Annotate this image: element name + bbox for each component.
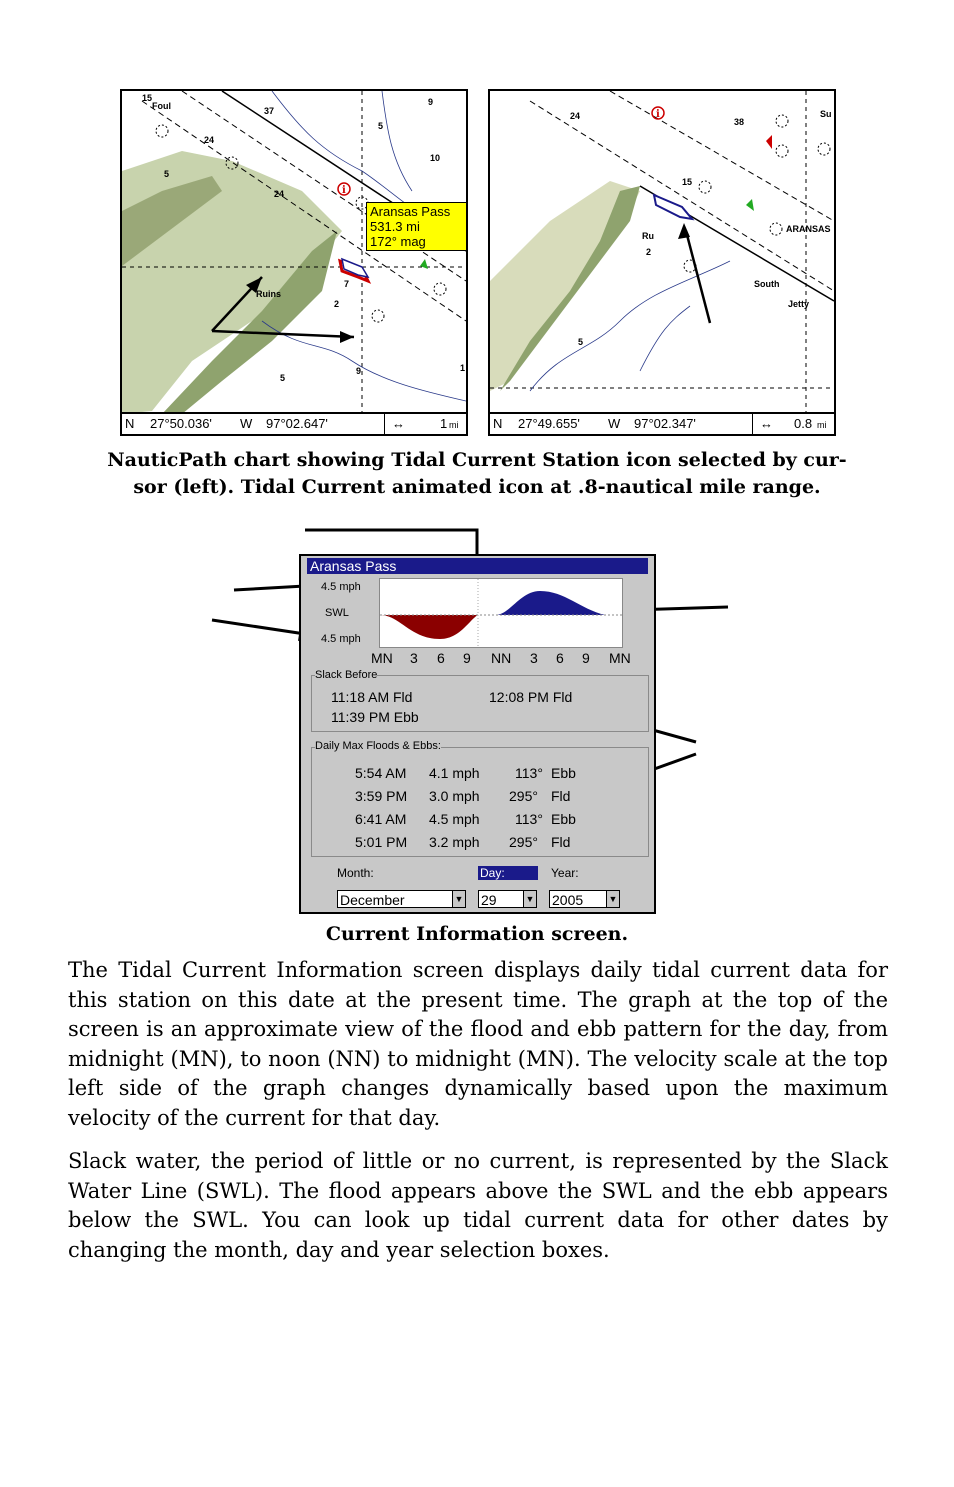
- status-divider: [384, 414, 385, 434]
- max-speed: 3.0 mph: [429, 788, 480, 804]
- map-label: Ru: [642, 231, 654, 241]
- lat-hemisphere: N: [493, 416, 503, 431]
- time-tick: MN: [371, 650, 393, 666]
- max-type: Ebb: [551, 765, 576, 781]
- year-select[interactable]: [549, 890, 620, 908]
- right-map-chart: [490, 91, 834, 434]
- waypoint-info-popup: [366, 202, 468, 251]
- map-label: 15: [682, 177, 693, 187]
- body-paragraph: The Tidal Current Information screen displays daily tidal current data for this station on this date at the present time. The graph at the top of the screen is an approximate view of the flood and ebb pattern for the day, from midnight (MN), to noon (NN) to midnight (MN). The velocity scale at the top left side of the graph changes dynamically based upon the maximum velocity of the current for that day.: [68, 958, 888, 1130]
- max-type: Fld: [551, 834, 571, 850]
- lon-hemisphere: W: [240, 416, 253, 431]
- range-unit: mi: [449, 420, 459, 430]
- map-label: 10: [430, 153, 441, 163]
- map-label: ARANSAS: [786, 224, 831, 234]
- range-value: 1: [440, 416, 448, 431]
- latitude: 27°50.036': [150, 416, 212, 431]
- slack-before-label: Slack Before: [315, 669, 378, 681]
- map-label: 5: [578, 337, 584, 347]
- map-label: 24: [274, 189, 285, 199]
- tide-current-graph: [379, 578, 623, 648]
- time-tick: 9: [463, 650, 471, 666]
- slack-time: 11:39 PM Ebb: [331, 709, 419, 725]
- map-label: Ruins: [256, 289, 282, 299]
- map-label: 5: [378, 121, 384, 131]
- max-direction: 113°: [515, 811, 543, 827]
- max-time: 5:01 PM: [355, 834, 408, 850]
- range-icon: ↔: [392, 416, 405, 431]
- day-value: 29: [481, 892, 497, 908]
- max-type: Fld: [551, 788, 571, 804]
- body-paragraph: Slack water, the period of little or no current, is represented by the Slack Water Line (SWL). The flood appears above the SWL and the ebb appears below the SWL. You can look up tidal current data for other dates by changing the month, day and year selection boxes.: [68, 1149, 888, 1262]
- lat-hemisphere: N: [125, 416, 135, 431]
- slack-time: 12:08 PM Fld: [489, 689, 573, 705]
- map-label: Jetty: [788, 299, 810, 309]
- map-label: 5: [280, 373, 286, 383]
- status-divider: [752, 414, 753, 434]
- slack-time: 11:18 AM Fld: [331, 689, 413, 705]
- year-label: Year:: [551, 866, 579, 880]
- map-label: 24: [570, 111, 581, 121]
- time-tick: MN: [609, 650, 631, 666]
- map-label: 24: [204, 135, 215, 145]
- max-direction: 295°: [509, 788, 538, 804]
- range-unit: mi: [817, 420, 827, 430]
- swl-label: SWL: [325, 607, 349, 619]
- month-select[interactable]: [337, 890, 466, 908]
- max-time: 3:59 PM: [355, 788, 408, 804]
- month-label: Month:: [337, 866, 374, 880]
- chevron-down-icon[interactable]: ▼: [452, 891, 465, 907]
- map-label: 15: [142, 93, 153, 103]
- map-label: South: [754, 279, 780, 289]
- day-select[interactable]: [478, 890, 537, 908]
- longitude: 97°02.347': [634, 416, 696, 431]
- chevron-down-icon[interactable]: ▼: [606, 891, 619, 907]
- range-value: 0.8: [794, 416, 813, 431]
- map-label: 1: [460, 363, 466, 373]
- tide-current-curve: [380, 579, 622, 647]
- daily-max-label: Daily Max Floods & Ebbs:: [315, 740, 441, 752]
- figure-caption-maps: [60, 447, 894, 501]
- svg-text:i: i: [656, 109, 660, 120]
- map-label: 2: [646, 247, 652, 257]
- popup-distance: 531.3 mi: [370, 219, 420, 234]
- caption-line: sor (left). Tidal Current animated icon at .8-nautical mile range.: [133, 476, 821, 498]
- map-label: 37: [264, 106, 275, 116]
- svg-text:i: i: [342, 185, 346, 196]
- caption-line: NauticPath chart showing Tidal Current Station icon selected by cur-: [107, 449, 847, 471]
- latitude: 27°49.655': [518, 416, 580, 431]
- year-value: 2005: [552, 892, 584, 908]
- max-speed: 4.5 mph: [429, 811, 480, 827]
- popup-bearing: 172° mag: [370, 234, 426, 249]
- longitude: 97°02.647': [266, 416, 328, 431]
- map-label: 9: [356, 366, 362, 376]
- map-status-bar: [490, 412, 834, 434]
- max-direction: 295°: [509, 834, 538, 850]
- window-title: Aransas Pass: [307, 558, 648, 574]
- current-info-window: [299, 554, 656, 914]
- map-status-bar: [122, 412, 466, 434]
- time-tick: 9: [582, 650, 590, 666]
- map-label: 9: [428, 97, 434, 107]
- time-tick: 3: [530, 650, 538, 666]
- figure-caption-info-screen: Current Information screen.: [325, 923, 629, 945]
- map-label: 38: [734, 117, 745, 127]
- range-icon: ↔: [760, 416, 773, 431]
- max-speed: 3.2 mph: [429, 834, 480, 850]
- scale-top-label: 4.5 mph: [321, 581, 361, 593]
- max-time: 6:41 AM: [355, 811, 407, 827]
- month-value: December: [340, 892, 405, 908]
- map-label: Su: [820, 109, 832, 119]
- map-label: Foul: [152, 101, 171, 111]
- map-label: 5: [164, 169, 170, 179]
- map-label: 2: [334, 299, 340, 309]
- lon-hemisphere: W: [608, 416, 621, 431]
- time-tick: NN: [491, 650, 512, 666]
- max-speed: 4.1 mph: [429, 765, 480, 781]
- scale-bottom-label: 4.5 mph: [321, 633, 361, 645]
- left-map-chart: [122, 91, 466, 434]
- max-type: Ebb: [551, 811, 576, 827]
- day-label: Day:: [478, 866, 538, 880]
- time-tick: 6: [556, 650, 564, 666]
- left-map-screenshot: [120, 89, 468, 436]
- popup-name: Aransas Pass: [370, 204, 451, 219]
- max-time: 5:54 AM: [355, 765, 407, 781]
- time-tick: 6: [437, 650, 445, 666]
- max-direction: 113°: [515, 765, 543, 781]
- right-map-screenshot: [488, 89, 836, 436]
- map-label: 7: [344, 279, 350, 289]
- chevron-down-icon[interactable]: ▼: [523, 891, 536, 907]
- time-tick: 3: [410, 650, 418, 666]
